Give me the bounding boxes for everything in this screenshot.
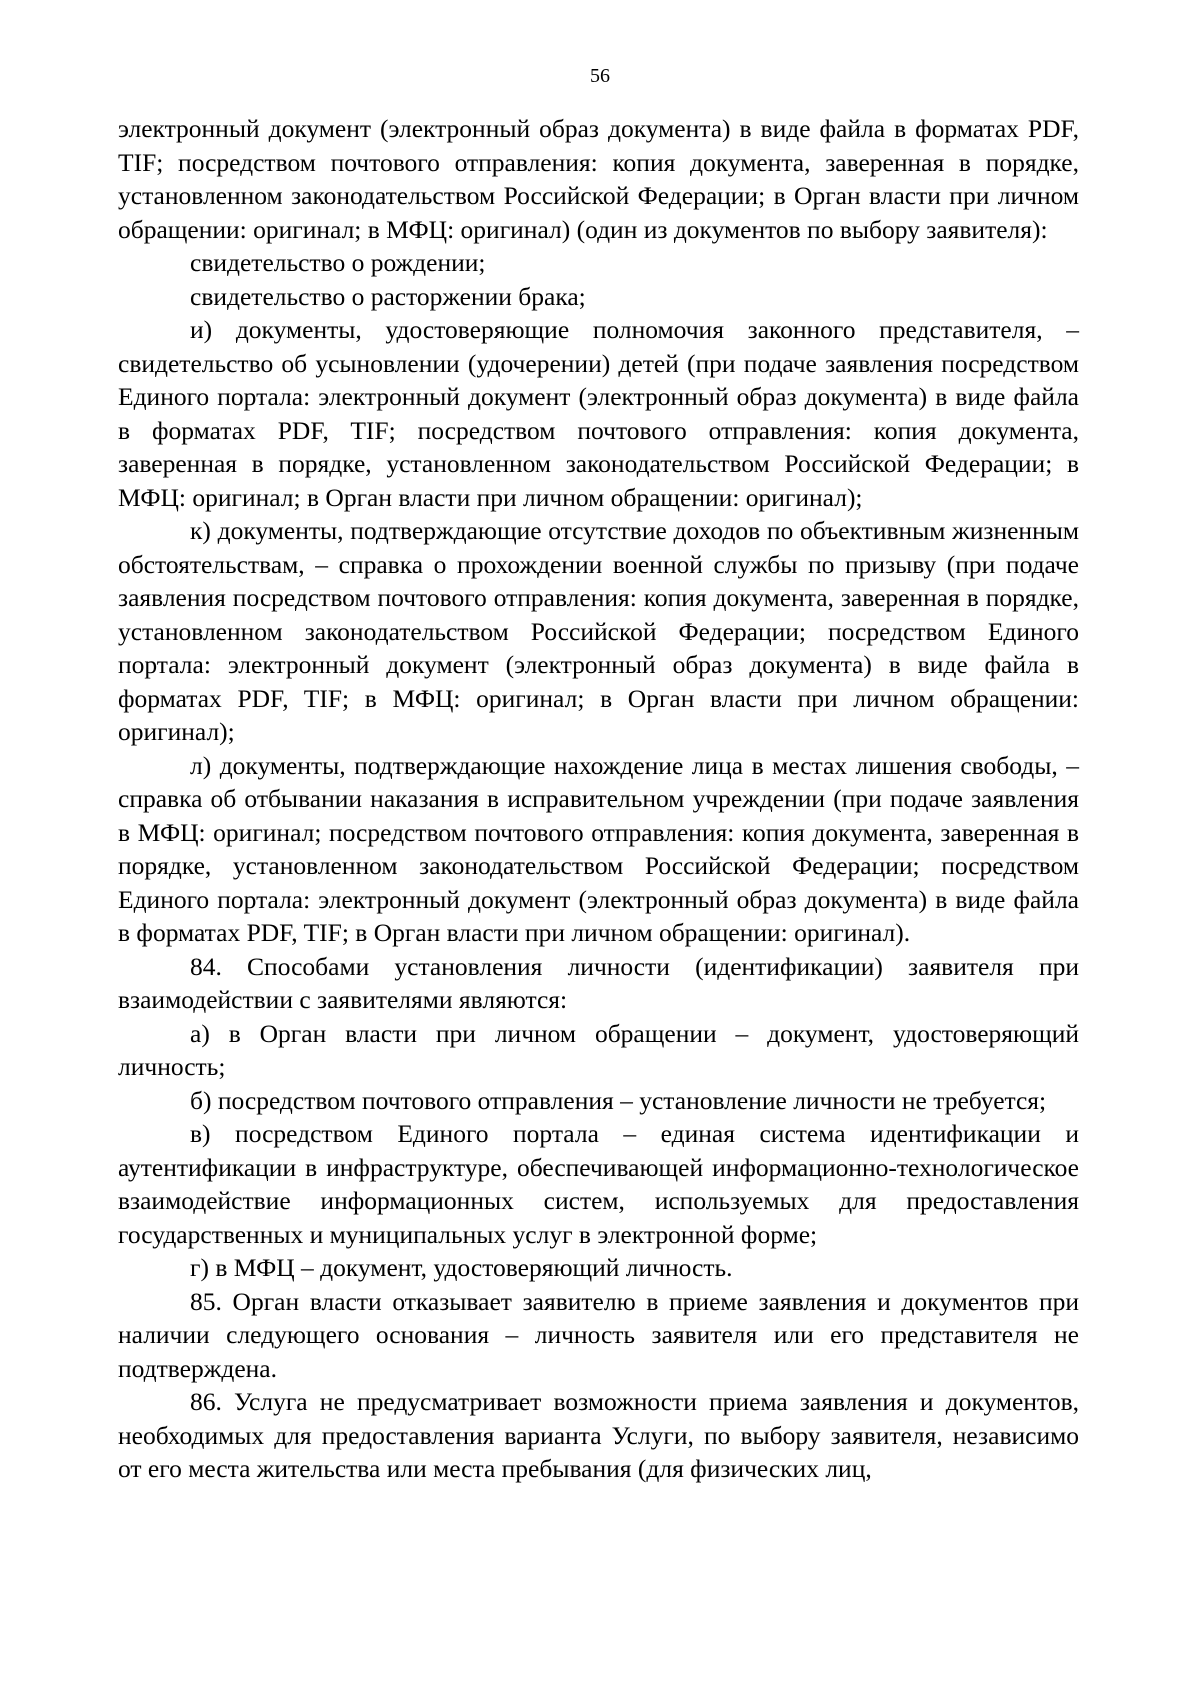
paragraph-84-g: г) в МФЦ – документ, удостоверяющий личность. (190, 1253, 733, 1282)
paragraph-84-a: а) в Орган власти при личном обращении – документ, удостоверяющий личность; (118, 1018, 1079, 1081)
paragraph-84-b: б) посредством почтового отправления – установление личности не требуется; (190, 1085, 1047, 1115)
document-body (118, 112, 1079, 1486)
paragraph-85: 85. Орган власти отказывает заявителю в приеме заявления и документов при наличии следующего основания – личность заявителя или его представителя не подтверждена. (118, 1286, 1079, 1383)
paragraph-divorce-certificate: свидетельство о расторжении брака; (190, 281, 586, 311)
paragraph-item-k: к) документы, подтверждающие отсутствие доходов по объективным жизненным обстоятельствам, – справка о прохождении военной службы по призыву (при подаче заявления посредством почтового отправления: копия документа, заверенная в порядке, установленном законодательством Российской Федерации; посредством Единого портала: электронный документ (электронный образ документа) в виде файла в форматах PDF, TIF; в МФЦ: оригинал; в Орган власти при личном обращении: оригинал); (118, 516, 1079, 746)
paragraph-birth-certificate: свидетельство о рождении; (190, 248, 486, 277)
page-number: 56 (590, 65, 610, 87)
paragraph-84: 84. Способами установления личности (идентификации) заявителя при взаимодействии с заявителями являются: (118, 951, 1079, 1014)
paragraph-item-l: л) документы, подтверждающие нахождение лица в местах лишения свободы, – справка об отбывании наказания в исправительном учреждении (при подаче заявления в МФЦ: оригинал; посредством почтового отправления: копия документа, заверенная в порядке, установленном законодательством Российской Федерации; посредством Единого портала: электронный документ (электронный образ документа) в виде файла в форматах PDF, TIF; в Орган власти при личном обращении: оригинал). (118, 750, 1079, 947)
paragraph-86: 86. Услуга не предусматривает возможности приема заявления и документов, необходимых для предоставления варианта Услуги, по выбору заявителя, независимо от его места жительства или места пребывания (для физических лиц, (118, 1387, 1079, 1483)
paragraph-continuation: электронный документ (электронный образ документа) в виде файла в форматах PDF, TIF; посредством почтового отправления: копия документа, заверенная в порядке, установленном законодательством Российской Федерации; в Орган власти при личном обращении: оригинал; в МФЦ: оригинал) (один из документов по выбору заявителя): (118, 114, 1079, 244)
paragraph-item-i: и) документы, удостоверяющие полномочия законного представителя, – свидетельство об усыновлении (удочерении) детей (при подаче заявления посредством Единого портала: электронный документ (электронный образ документа) в виде файла в форматах PDF, TIF; посредством почтового отправления: копия документа, заверенная в порядке, установленном законодательством Российской Федерации; в МФЦ: оригинал; в Орган власти при личном обращении: оригинал); (118, 315, 1079, 512)
paragraph-84-v: в) посредством Единого портала – единая система идентификации и аутентификации в инфраструктуре, обеспечивающей информационно-технологическое взаимодействие информационных систем, используемых для предоставления государственных и муниципальных услуг в электронной форме; (118, 1119, 1079, 1249)
